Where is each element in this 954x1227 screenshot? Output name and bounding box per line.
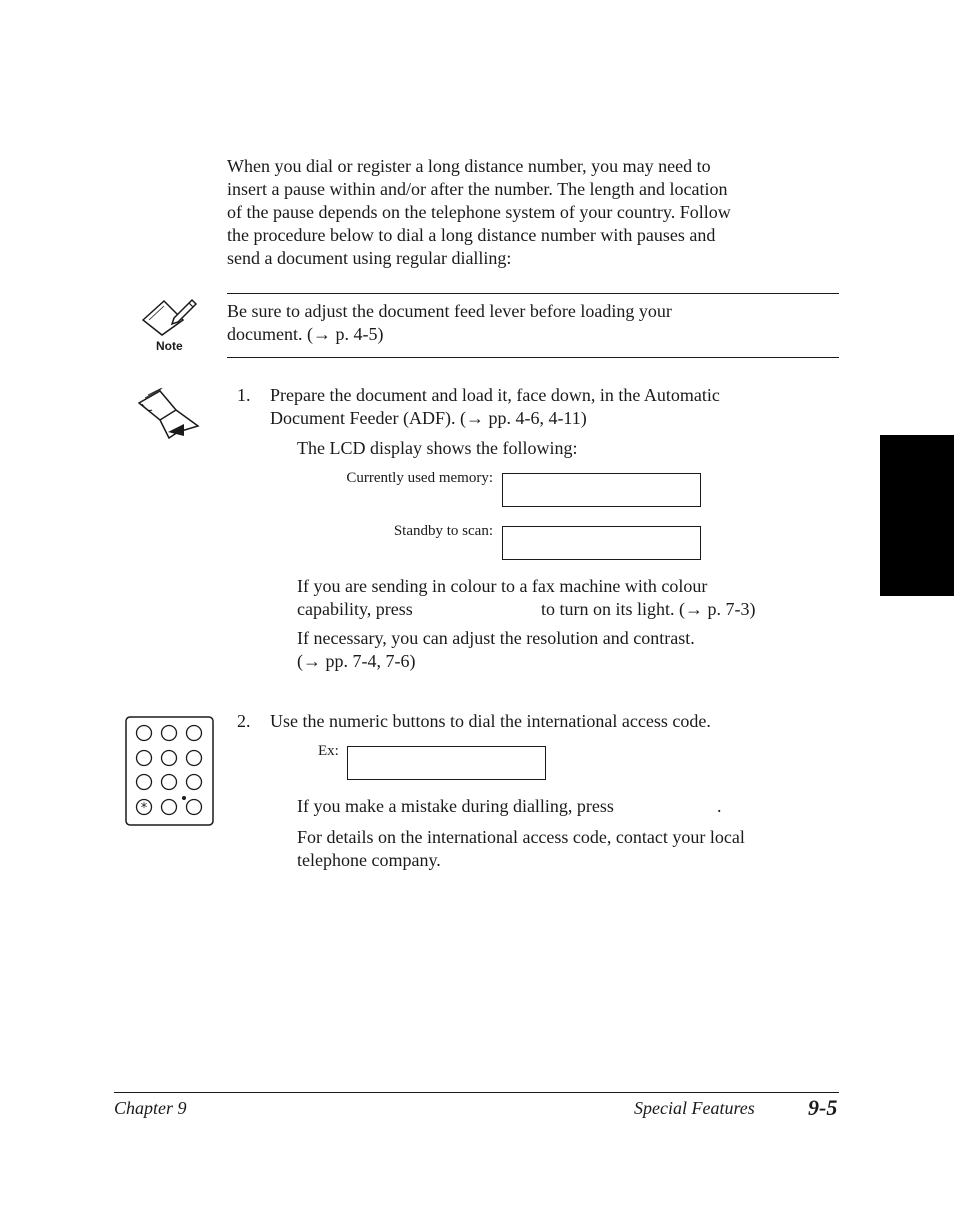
chapter-tab [880, 435, 954, 596]
lcd-intro: The LCD display shows the following: [297, 438, 578, 458]
step1-number: 1. [237, 385, 251, 405]
resolution-line: (→ pp. 7-4, 7-6) [297, 651, 416, 671]
colour-line1: If you are sending in colour to a fax machine with colour [297, 576, 708, 596]
note-line: document. (→ p. 4-5) [227, 324, 384, 344]
page-number: 9-5 [808, 1095, 838, 1120]
colour-line2a: capability, press [297, 599, 413, 619]
step1-text [270, 384, 840, 430]
svg-text:*: * [140, 801, 148, 816]
lcd-display-memory [502, 473, 701, 507]
step1-line: Prepare the document and load it, face down, in the Automatic [270, 385, 720, 405]
intro-line: of the pause depends on the telephone system of your country. Follow [227, 202, 731, 222]
colour-line2b: to turn on its light. (→ p. 7-3) [541, 599, 756, 619]
lcd-display-standby [502, 526, 701, 560]
mistake-text: If you make a mistake during dialling, press [297, 796, 614, 816]
lcd1-label: Currently used memory: [346, 470, 493, 486]
resolution-line: If necessary, you can adjust the resolution and contrast. [297, 628, 695, 648]
mistake-period: . [717, 796, 722, 816]
intro-line: the procedure below to dial a long distance number with pauses and [227, 225, 716, 245]
footer-chapter: Chapter 9 [114, 1098, 187, 1118]
ex-label: Ex: [318, 743, 339, 759]
keypad-icon [125, 716, 214, 827]
intro-line: send a document using regular dialling: [227, 248, 512, 268]
intro-paragraph [227, 155, 847, 270]
step2-number: 2. [237, 711, 251, 731]
step1-line: Document Feeder (ADF). (→ pp. 4-6, 4-11) [270, 408, 587, 428]
document-feed-icon [136, 388, 202, 442]
note-top-rule [227, 293, 839, 294]
note-text [227, 300, 837, 346]
details-line: telephone company. [297, 850, 441, 870]
details-text [297, 826, 837, 872]
note-bottom-rule [227, 357, 839, 358]
lcd2-label: Standby to scan: [393, 523, 493, 539]
note-line: Be sure to adjust the document feed lever before loading your [227, 301, 672, 321]
details-line: For details on the international access code, contact your local [297, 827, 745, 847]
note-label: Note [156, 339, 183, 353]
footer-rule [114, 1092, 839, 1093]
step2-text: Use the numeric buttons to dial the international access code. [270, 711, 711, 731]
lcd-display-example [347, 746, 546, 780]
resolution-text [297, 627, 837, 673]
intro-line: When you dial or register a long distance number, you may need to [227, 156, 711, 176]
footer-section: Special Features [634, 1098, 755, 1118]
note-icon [140, 294, 202, 354]
intro-line: insert a pause within and/or after the number. The length and location [227, 179, 728, 199]
